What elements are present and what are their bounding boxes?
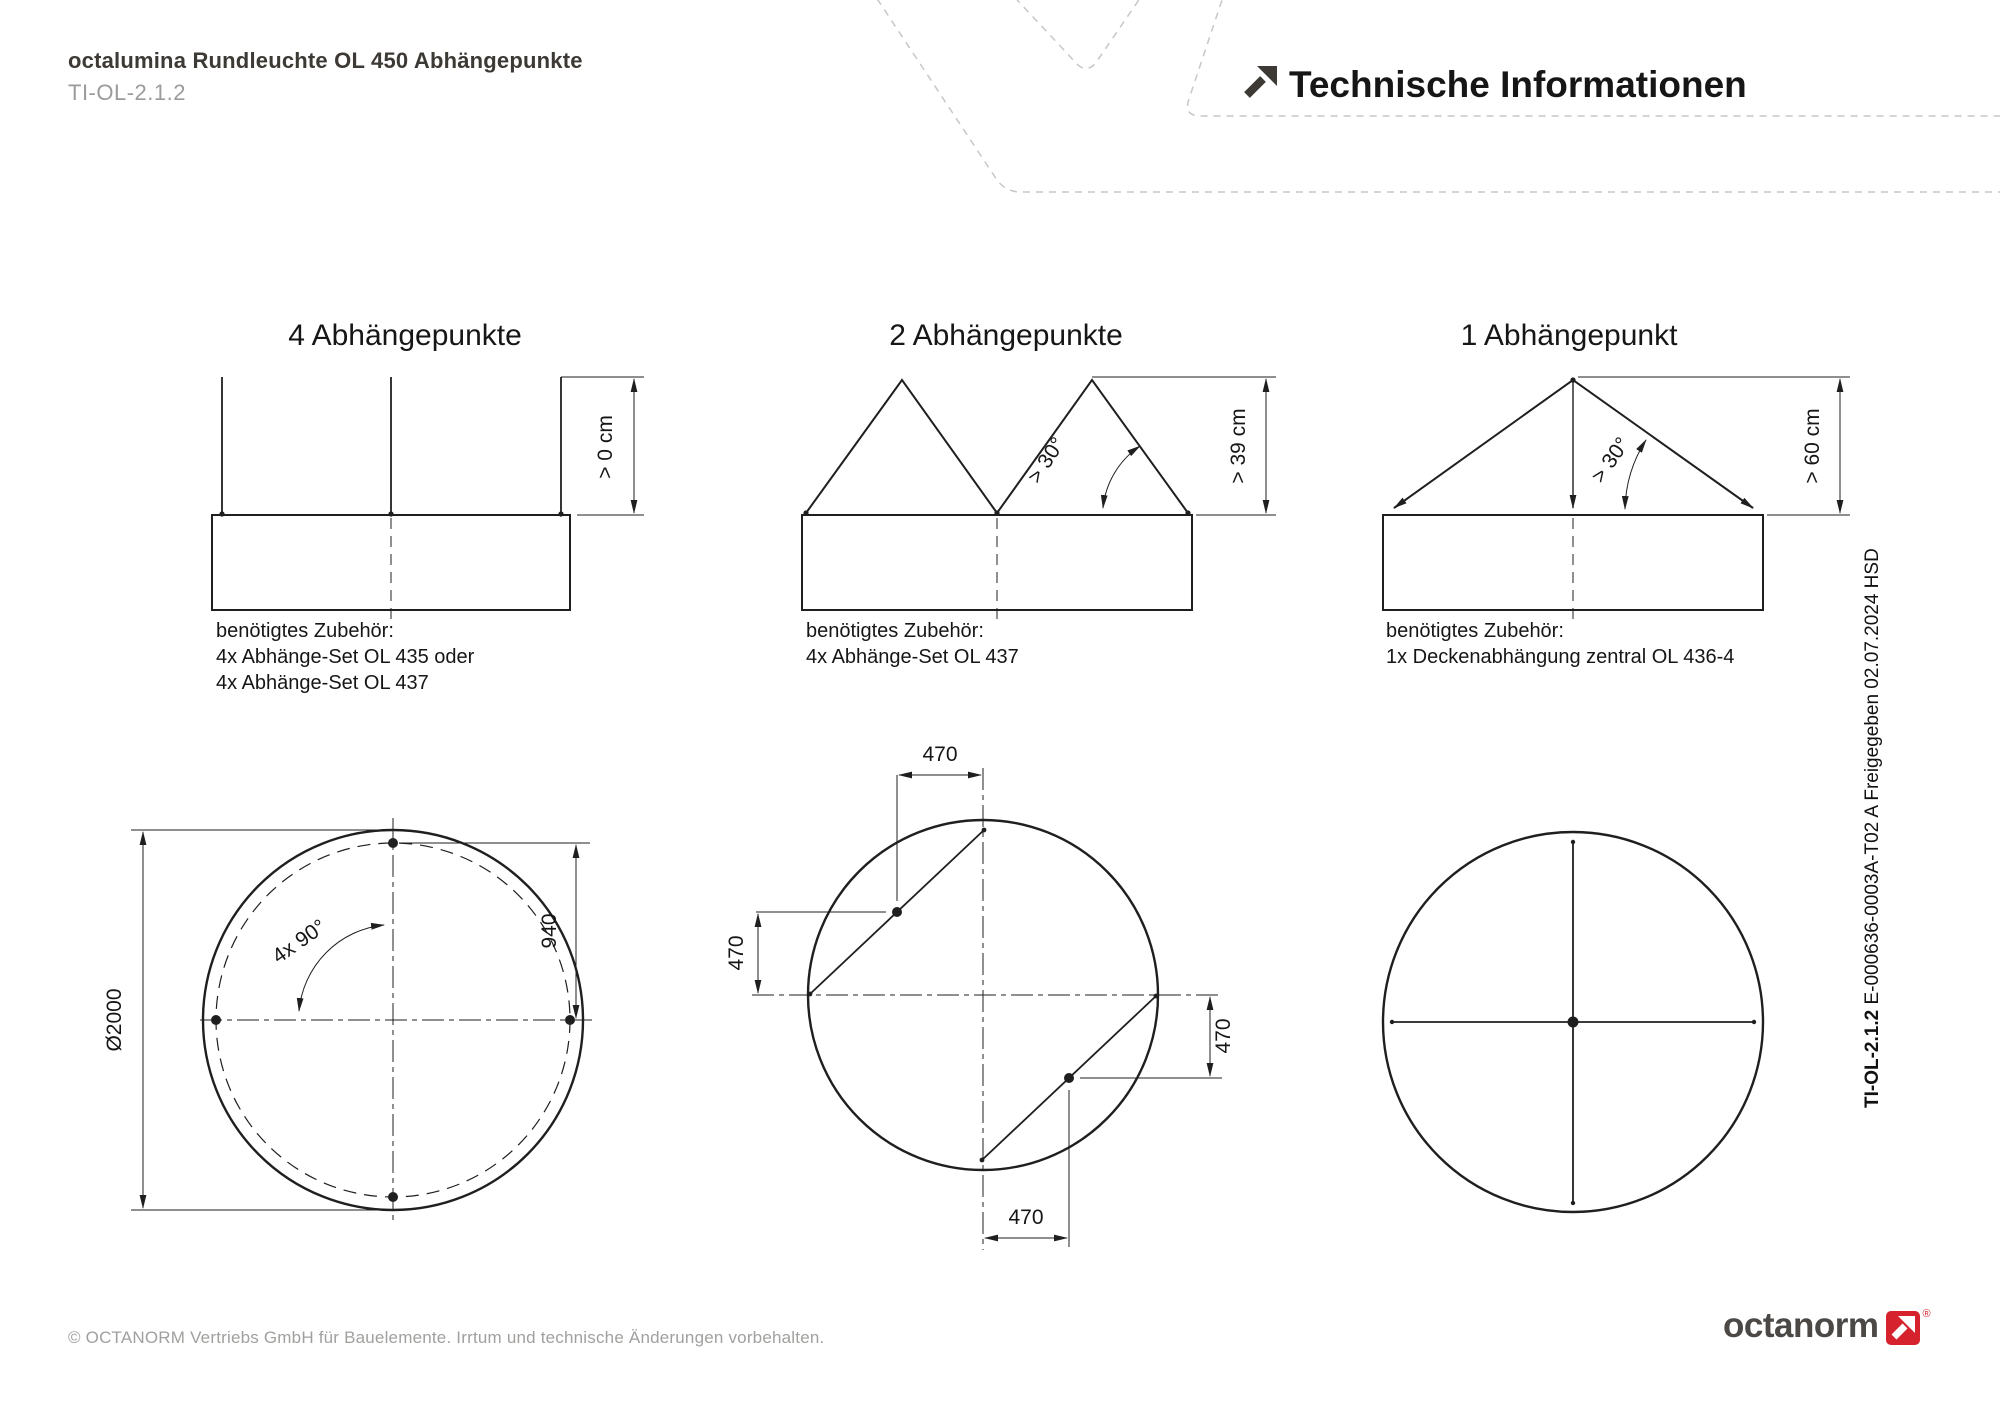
accessory-note [1386,620,1734,668]
accessory-line: 4x Abhänge-Set OL 437 [806,646,1019,668]
dim-right-label: 470 [1212,1018,1235,1054]
revision-block [1862,540,1892,1108]
angle-dim-label: > 30° [1023,433,1070,488]
dim-right [1080,997,1222,1078]
top-view-4-points [103,818,594,1223]
dim-bottom-label: 470 [1008,1206,1044,1229]
diameter-label: Ø2000 [103,988,126,1052]
octanorm-arrow-mark [1886,1311,1920,1345]
center-lines [752,768,1220,1250]
revision-info: E-000636-0003A-T02 A Freigegeben 02.07.2024 HSD [1862,548,1883,1005]
side-view-2-points [802,319,1276,668]
accessory-line: 4x Abhänge-Set OL 435 oder [216,646,475,668]
accessory-line: benötigtes Zubehör: [806,620,984,642]
octanorm-logo [1723,1308,1931,1345]
copyright-note: © OCTANORM Vertriebs GmbH für Bauelemente. Irrtum und technische Änderungen vorbehalten. [68,1328,825,1347]
pitch-radius-label: 940 [538,913,561,949]
dim-left-label: 470 [725,935,748,971]
ne-arrow-icon [1247,66,1277,95]
center-lines [200,818,594,1223]
octanorm-logo-text: octanorm [1723,1306,1879,1345]
accessory-line: benötigtes Zubehör: [216,620,394,642]
accessory-note [806,620,1019,668]
accessory-line: benötigtes Zubehör: [1386,620,1564,642]
height-dim-label: > 39 cm [1227,408,1250,484]
accessory-line: 1x Deckenabhängung zentral OL 436-4 [1386,646,1735,668]
apex-dot [1570,377,1575,382]
height-dim-label: > 0 cm [594,415,617,479]
suspension-wires [222,377,561,514]
top-view-2-points [725,743,1235,1250]
view-title-1-point: 1 Abhängepunkt [1460,319,1678,352]
dim-left [756,912,886,993]
angle-label: 4x 90° [268,915,331,969]
page-doc-code: TI-OL-2.1.2 [68,80,186,105]
dim-top [897,775,981,901]
height-dim-label: > 60 cm [1801,408,1824,484]
registered-mark: ® [1922,1308,1931,1320]
central-point-dot [1568,1017,1579,1028]
section-header [1247,64,1747,105]
angle-dim-label: > 30° [1586,433,1635,488]
decor-v-line [1006,0,1147,69]
section-title: Technische Informationen [1289,64,1747,105]
side-view-4-points [212,319,644,694]
revision-code: TI-OL-2.1.2 [1862,1009,1883,1108]
top-view-1-point [1383,832,1763,1212]
angle-arc [1103,446,1140,508]
accessory-line: 4x Abhänge-Set OL 437 [216,672,429,694]
bridle-wires [806,380,1188,513]
page-title: octalumina Rundleuchte OL 450 Abhängepunkte [68,48,583,73]
dim-top-label: 470 [922,743,958,766]
side-view-1-point [1383,319,1850,668]
accessory-note [216,620,475,694]
view-title-2-points: 2 Abhängepunkte [889,319,1123,352]
view-title-4-points: 4 Abhängepunkte [288,319,522,352]
